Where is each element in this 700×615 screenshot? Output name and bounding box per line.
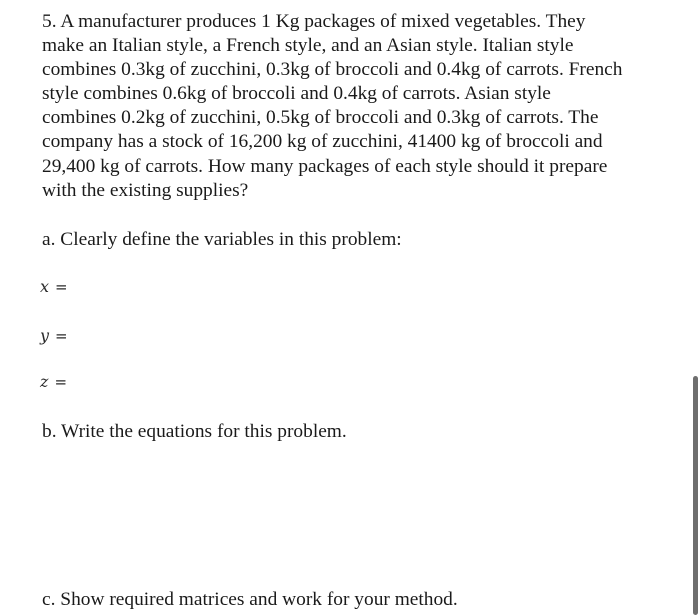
problem-line: combines 0.3kg of zucchini, 0.3kg of broccoli and 0.4kg of carrots. French — [42, 59, 623, 81]
problem-line: style combines 0.6kg of broccoli and 0.4kg of carrots. Asian style — [42, 83, 551, 105]
problem-line: with the existing supplies? — [42, 179, 249, 201]
part-c-prompt: c. Show required matrices and work for your method. — [42, 589, 458, 610]
problem-line: combines 0.2kg of zucchini, 0.5kg of broccoli and 0.3kg of carrots. The — [42, 107, 599, 129]
variable-y-equals: = — [55, 327, 68, 345]
variable-x-equals: = — [55, 278, 68, 296]
variable-y-row[interactable] — [40, 326, 72, 346]
problem-line: company has a stock of 16,200 kg of zucchini, 41400 kg of broccoli and — [42, 131, 603, 153]
variable-z-symbol: z — [40, 372, 49, 391]
problem-statement — [42, 10, 672, 203]
part-b-prompt: b. Write the equations for this problem. — [42, 421, 347, 442]
vertical-scrollbar[interactable] — [693, 376, 698, 615]
variable-z-equals: = — [54, 373, 68, 391]
variable-x-row[interactable] — [40, 277, 72, 297]
part-a-prompt: a. Clearly define the variables in this problem: — [42, 229, 402, 250]
problem-line: make an Italian style, a French style, and an Asian style. Italian style — [42, 35, 574, 57]
variable-y-symbol: y — [40, 326, 50, 345]
variable-x-symbol: x — [40, 277, 50, 296]
variable-z-row[interactable] — [40, 372, 71, 392]
problem-line: 29,400 kg of carrots. How many packages of each style should it prepare — [42, 155, 608, 177]
problem-line: 5. A manufacturer produces 1 Kg packages of mixed vegetables. They — [42, 11, 586, 32]
